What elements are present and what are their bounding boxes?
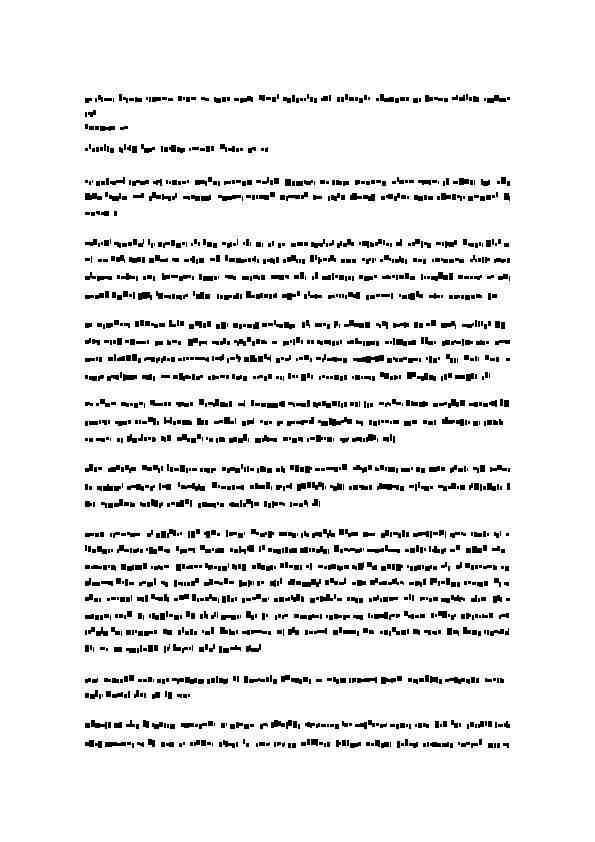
illegible-word	[504, 243, 509, 247]
illegible-word	[288, 743, 296, 748]
illegible-word	[114, 647, 122, 652]
illegible-word	[507, 483, 510, 490]
illegible-word	[495, 321, 505, 329]
illegible-word	[488, 743, 500, 748]
illegible-word	[98, 259, 108, 262]
illegible-word	[506, 358, 510, 361]
illegible-word	[506, 598, 510, 601]
illegible-word	[316, 679, 322, 682]
illegible-word	[114, 211, 117, 216]
illegible-word	[143, 720, 149, 728]
illegible-word	[341, 259, 356, 263]
illegible-word	[161, 375, 170, 378]
illegible-word	[500, 399, 509, 407]
illegible-word	[272, 341, 277, 344]
illegible-word	[506, 533, 509, 536]
